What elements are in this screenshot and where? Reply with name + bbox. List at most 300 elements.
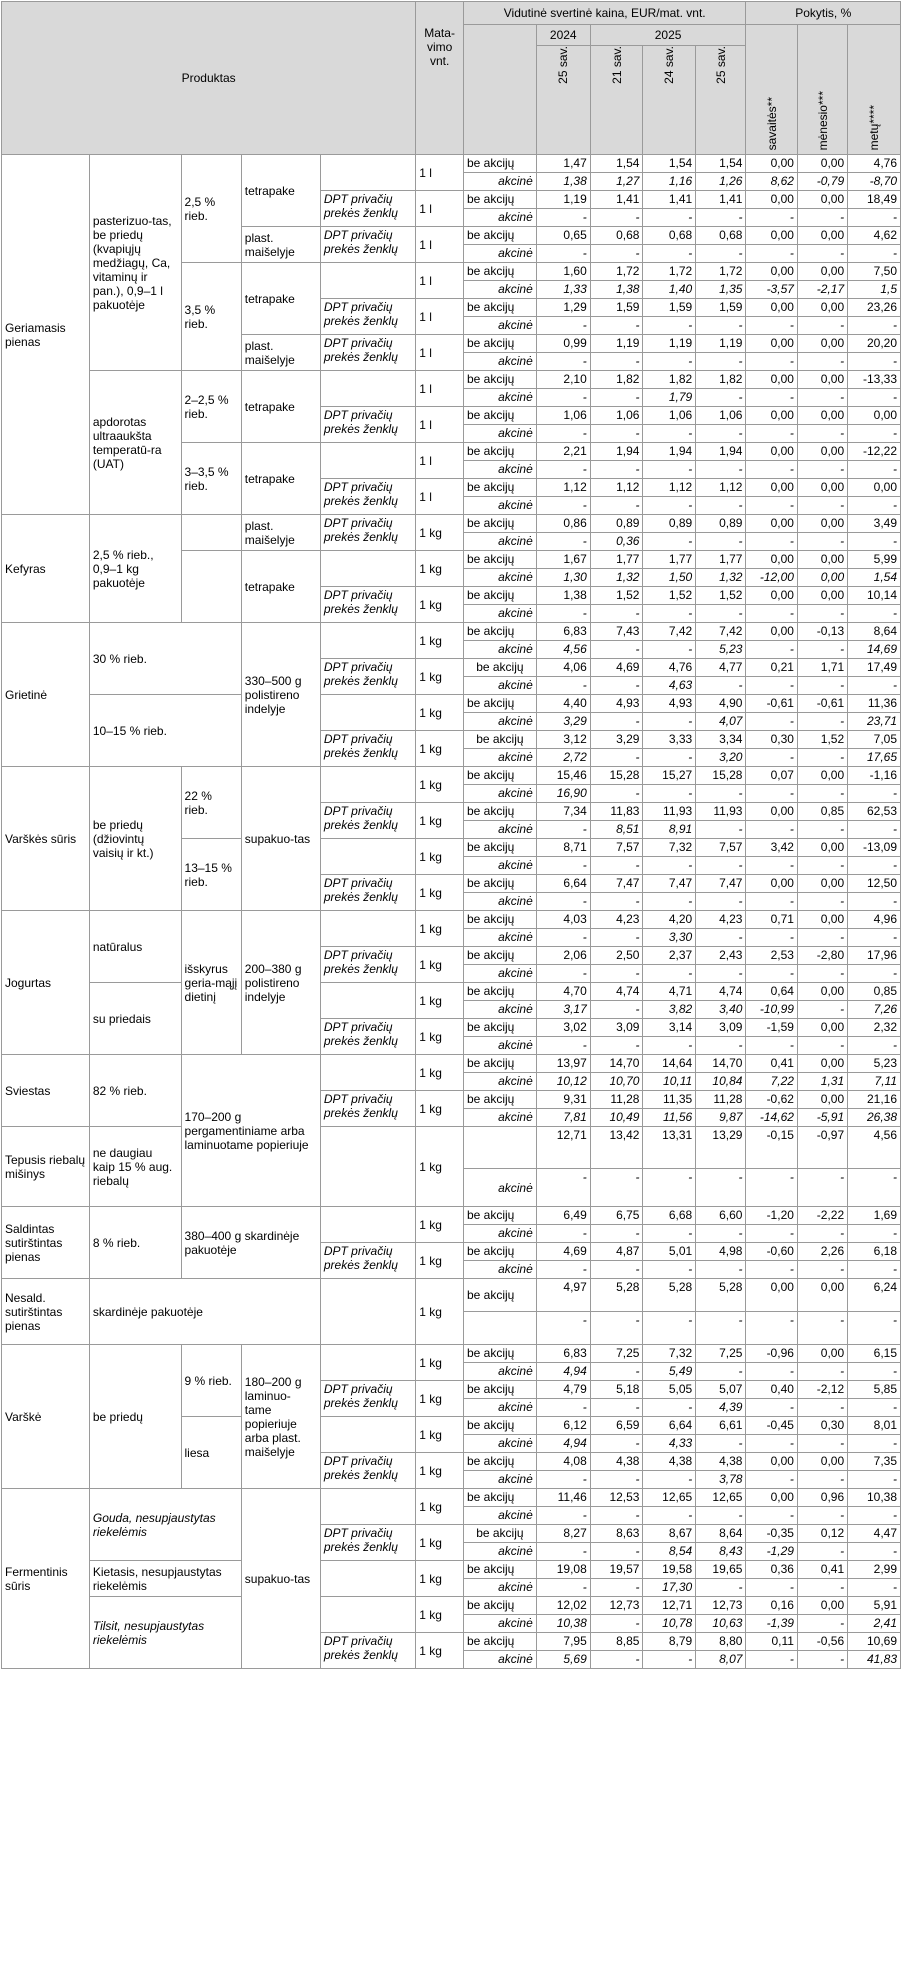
- price-2025-w24: -: [643, 1507, 696, 1525]
- change-year: -12,22: [848, 443, 901, 461]
- change-week: -3,57: [746, 281, 797, 299]
- price-2025-w25: 4,23: [696, 911, 746, 929]
- table-row: [2, 1345, 901, 1363]
- price-type-no-promo: be akcijų: [463, 983, 536, 1001]
- pack-tetra: tetrapake: [241, 443, 320, 515]
- price-2025-w24: 3,82: [643, 1001, 696, 1019]
- change-year: -: [848, 1363, 901, 1381]
- fat-13-15: 13–15 % rieb.: [181, 839, 241, 911]
- change-month: 0,00: [797, 983, 847, 1001]
- change-month: -: [797, 1363, 847, 1381]
- change-week: 3,42: [746, 839, 797, 857]
- price-2025-w21: -: [590, 209, 643, 227]
- price-2025-w24: -: [643, 713, 696, 731]
- price-type-no-promo: be akcijų: [463, 299, 536, 317]
- change-year: 8,64: [848, 623, 901, 641]
- price-2025-w25: -: [696, 1312, 746, 1345]
- price-2025-w24: 1,94: [643, 443, 696, 461]
- price-2024-w25: 15,46: [536, 767, 590, 785]
- price-2025-w25: 0,89: [696, 515, 746, 533]
- price-type-no-promo: be akcijų: [463, 479, 536, 497]
- price-2025-w25: 12,65: [696, 1489, 746, 1507]
- unit-cell: 1 kg: [416, 731, 464, 767]
- desc-uat: apdorotas ultraaukšta temperatū-ra (UAT): [89, 371, 181, 515]
- price-2025-w25: 5,07: [696, 1381, 746, 1399]
- dpt-blank: [320, 155, 415, 191]
- change-month: -: [797, 1507, 847, 1525]
- price-2025-w25: 7,57: [696, 839, 746, 857]
- price-type-promo: akcinė: [463, 1109, 536, 1127]
- table-row: [2, 515, 901, 533]
- change-week: -: [746, 461, 797, 479]
- price-2025-w21: 3,09: [590, 1019, 643, 1037]
- price-2025-w25: -: [696, 1169, 746, 1207]
- change-year: -: [848, 425, 901, 443]
- price-2025-w25: 15,28: [696, 767, 746, 785]
- change-year: -: [848, 353, 901, 371]
- price-type-promo: akcinė: [463, 1651, 536, 1669]
- table-row: [2, 623, 901, 641]
- product-sviestas: Sviestas: [2, 1055, 90, 1127]
- change-month: -2,22: [797, 1207, 847, 1225]
- dpt-label: DPT privačių prekės ženklų: [320, 659, 415, 695]
- price-2025-w25: 2,43: [696, 947, 746, 965]
- change-week: -: [746, 1435, 797, 1453]
- desc-kietasis: Kietasis, nesupjaustytas riekelėmis: [89, 1561, 241, 1597]
- price-2024-w25: 3,02: [536, 1019, 590, 1037]
- price-2025-w25: 1,41: [696, 191, 746, 209]
- change-month: -: [797, 1312, 847, 1345]
- price-2024-w25: 0,86: [536, 515, 590, 533]
- price-type-promo: akcinė: [463, 569, 536, 587]
- dpt-label: DPT privačių prekės ženklų: [320, 335, 415, 371]
- price-2024-w25: -: [536, 245, 590, 263]
- change-week: 0,00: [746, 371, 797, 389]
- change-year: 17,49: [848, 659, 901, 677]
- price-type-promo: akcinė: [463, 245, 536, 263]
- price-2025-w21: 19,57: [590, 1561, 643, 1579]
- price-2025-w24: 2,37: [643, 947, 696, 965]
- change-week: 0,00: [746, 803, 797, 821]
- change-week: -: [746, 1507, 797, 1525]
- price-2025-w21: 7,25: [590, 1345, 643, 1363]
- price-type-promo: akcinė: [463, 497, 536, 515]
- price-2025-w24: -: [643, 1261, 696, 1279]
- change-week: 2,53: [746, 947, 797, 965]
- blank-cell: [181, 551, 241, 623]
- price-2024-w25: -: [536, 605, 590, 623]
- price-2025-w25: 1,19: [696, 335, 746, 353]
- price-2025-w24: 7,42: [643, 623, 696, 641]
- price-type-promo: akcinė: [463, 1543, 536, 1561]
- change-month: 0,00: [797, 1279, 847, 1312]
- table-row: [2, 1207, 901, 1225]
- price-2025-w24: 1,40: [643, 281, 696, 299]
- price-2025-w24: 7,47: [643, 875, 696, 893]
- change-month: 0,00: [797, 299, 847, 317]
- change-week: -: [746, 785, 797, 803]
- price-2025-w24: -: [643, 461, 696, 479]
- price-2025-w25: -: [696, 1579, 746, 1597]
- price-2025-w24: 8,67: [643, 1525, 696, 1543]
- price-2025-w24: 4,38: [643, 1453, 696, 1471]
- change-week: 0,00: [746, 515, 797, 533]
- change-week: 0,40: [746, 1381, 797, 1399]
- change-week: -1,39: [746, 1615, 797, 1633]
- price-2025-w25: -: [696, 965, 746, 983]
- price-type-promo: akcinė: [463, 749, 536, 767]
- price-2025-w25: 10,84: [696, 1073, 746, 1091]
- pack-grietine: 330–500 g polistireno indelyje: [241, 623, 320, 767]
- change-week: 0,11: [746, 1633, 797, 1651]
- change-month: 0,00: [797, 191, 847, 209]
- table-row: [2, 1489, 901, 1507]
- price-2025-w21: 2,50: [590, 947, 643, 965]
- price-2025-w24: 8,91: [643, 821, 696, 839]
- change-month: 0,96: [797, 1489, 847, 1507]
- price-2025-w24: 1,16: [643, 173, 696, 191]
- change-year: -: [848, 605, 901, 623]
- unit-cell: 1 kg: [416, 1561, 464, 1597]
- price-type-promo: akcinė: [463, 1001, 536, 1019]
- fat-22: 22 % rieb.: [181, 767, 241, 839]
- price-2025-w25: -: [696, 1507, 746, 1525]
- price-2024-w25: 4,70: [536, 983, 590, 1001]
- change-week: -: [746, 605, 797, 623]
- pack-plast: plast. maišelyje: [241, 515, 320, 551]
- price-2024-w25: 12,71: [536, 1127, 590, 1169]
- change-week: -: [746, 425, 797, 443]
- price-2025-w25: -: [696, 1435, 746, 1453]
- change-year: 7,11: [848, 1073, 901, 1091]
- change-week: -: [746, 1225, 797, 1243]
- price-type-promo: akcinė: [463, 1399, 536, 1417]
- change-year: 6,15: [848, 1345, 901, 1363]
- product-saldintas: Saldintas sutirštintas pienas: [2, 1207, 90, 1279]
- price-2025-w24: 12,65: [643, 1489, 696, 1507]
- price-2024-w25: 3,29: [536, 713, 590, 731]
- change-year: 4,62: [848, 227, 901, 245]
- change-year: -: [848, 893, 901, 911]
- price-2025-w21: 8,63: [590, 1525, 643, 1543]
- price-2025-w21: 7,47: [590, 875, 643, 893]
- price-2025-w25: 8,07: [696, 1651, 746, 1669]
- price-2025-w24: -: [643, 1651, 696, 1669]
- change-year: 7,50: [848, 263, 901, 281]
- change-month: -0,56: [797, 1633, 847, 1651]
- dpt-blank: [320, 1055, 415, 1091]
- change-year: 4,47: [848, 1525, 901, 1543]
- price-2024-w25: 1,06: [536, 407, 590, 425]
- price-2025-w24: 1,77: [643, 551, 696, 569]
- change-year: 23,26: [848, 299, 901, 317]
- change-year: 10,14: [848, 587, 901, 605]
- change-month: 0,00: [797, 767, 847, 785]
- pack-jogurtas: 200–380 g polistireno indelyje: [241, 911, 320, 1055]
- price-type-promo: akcinė: [463, 641, 536, 659]
- price-2025-w21: 1,12: [590, 479, 643, 497]
- change-month: -: [797, 677, 847, 695]
- price-2025-w21: -: [590, 893, 643, 911]
- price-2024-w25: 2,72: [536, 749, 590, 767]
- price-2025-w25: 1,82: [696, 371, 746, 389]
- price-type-no-promo: be akcijų: [463, 587, 536, 605]
- price-2024-w25: 11,46: [536, 1489, 590, 1507]
- price-2025-w25: 4,77: [696, 659, 746, 677]
- unit-cell: 1 kg: [416, 1279, 464, 1345]
- price-2025-w24: 11,56: [643, 1109, 696, 1127]
- desc-isskyrus: išskyrus geria-mąjį dietinį: [181, 911, 241, 1055]
- unit-cell: 1 kg: [416, 983, 464, 1019]
- price-2025-w21: 12,73: [590, 1597, 643, 1615]
- price-2025-w25: -: [696, 785, 746, 803]
- change-month: 0,00: [797, 911, 847, 929]
- price-type-promo: akcinė: [463, 281, 536, 299]
- product-nesald: Nesald. sutirštintas pienas: [2, 1279, 90, 1345]
- unit-cell: 1 kg: [416, 1019, 464, 1055]
- change-month: -: [797, 929, 847, 947]
- price-2025-w21: 4,69: [590, 659, 643, 677]
- price-2025-w24: 13,31: [643, 1127, 696, 1169]
- change-year: -: [848, 209, 901, 227]
- price-2024-w25: 10,38: [536, 1615, 590, 1633]
- price-2024-w25: 4,97: [536, 1279, 590, 1312]
- price-2025-w25: 8,64: [696, 1525, 746, 1543]
- price-type-promo: akcinė: [463, 353, 536, 371]
- price-2025-w21: 11,28: [590, 1091, 643, 1109]
- price-2025-w25: 4,38: [696, 1453, 746, 1471]
- fat-2-25: 2–2,5 % rieb.: [181, 371, 241, 443]
- change-year: 1,69: [848, 1207, 901, 1225]
- price-2025-w24: -: [643, 245, 696, 263]
- price-2024-w25: 3,17: [536, 1001, 590, 1019]
- price-type-promo: akcinė: [463, 1471, 536, 1489]
- price-2024-w25: 6,83: [536, 623, 590, 641]
- price-2024-w25: 4,94: [536, 1435, 590, 1453]
- price-2025-w21: -: [590, 1651, 643, 1669]
- price-type-promo: akcinė: [463, 1507, 536, 1525]
- dpt-label: DPT privačių prekės ženklų: [320, 587, 415, 623]
- price-2025-w25: 9,87: [696, 1109, 746, 1127]
- change-year: 11,36: [848, 695, 901, 713]
- dpt-label: DPT privačių prekės ženklų: [320, 1525, 415, 1561]
- change-week: -: [746, 1363, 797, 1381]
- dpt-blank: [320, 1489, 415, 1525]
- change-month: 0,41: [797, 1561, 847, 1579]
- change-week: 0,00: [746, 407, 797, 425]
- unit-cell: 1 kg: [416, 1417, 464, 1453]
- change-week: -: [746, 317, 797, 335]
- price-2025-w25: 0,68: [696, 227, 746, 245]
- change-year: -: [848, 1507, 901, 1525]
- change-month: 0,00: [797, 551, 847, 569]
- dpt-label: DPT privačių prekės ženklų: [320, 731, 415, 767]
- price-2024-w25: 4,40: [536, 695, 590, 713]
- product-jogurtas: Jogurtas: [2, 911, 90, 1055]
- change-month: 0,00: [797, 227, 847, 245]
- dpt-label: DPT privačių prekės ženklų: [320, 947, 415, 983]
- price-2025-w21: 7,43: [590, 623, 643, 641]
- price-2025-w25: 11,28: [696, 1091, 746, 1109]
- price-2025-w24: 4,93: [643, 695, 696, 713]
- change-year: 7,35: [848, 1453, 901, 1471]
- price-2025-w21: -: [590, 1399, 643, 1417]
- price-2025-w24: 4,33: [643, 1435, 696, 1453]
- change-year: -: [848, 1312, 901, 1345]
- change-week: -: [746, 857, 797, 875]
- change-month: 0,00: [797, 1597, 847, 1615]
- price-2025-w21: -: [590, 1037, 643, 1055]
- dpt-blank: [320, 1417, 415, 1453]
- change-year: -: [848, 677, 901, 695]
- price-type-no-promo: be akcijų: [463, 731, 536, 749]
- change-year: 5,99: [848, 551, 901, 569]
- change-week: 0,00: [746, 1489, 797, 1507]
- change-week: 0,00: [746, 587, 797, 605]
- unit-cell: 1 l: [416, 299, 464, 335]
- price-2025-w25: -: [696, 209, 746, 227]
- price-2025-w21: 5,18: [590, 1381, 643, 1399]
- header-year-2025: 2025: [590, 25, 746, 46]
- price-type-no-promo: be akcijų: [463, 1243, 536, 1261]
- price-type-no-promo: be akcijų: [463, 695, 536, 713]
- fat-10-15: 10–15 % rieb.: [89, 695, 241, 767]
- unit-cell: 1 kg: [416, 623, 464, 659]
- change-month: -: [797, 497, 847, 515]
- change-month: 0,00: [797, 1345, 847, 1363]
- price-type-promo: akcinė: [463, 1037, 536, 1055]
- header-week-2024-25: 25 sav.: [536, 46, 590, 155]
- price-type-promo: akcinė: [463, 317, 536, 335]
- dpt-blank: [320, 623, 415, 659]
- price-2025-w21: 4,38: [590, 1453, 643, 1471]
- change-year: 5,91: [848, 1597, 901, 1615]
- change-year: 6,18: [848, 1243, 901, 1261]
- price-2024-w25: 1,30: [536, 569, 590, 587]
- dpt-blank: [320, 551, 415, 587]
- price-type-promo: akcinė: [463, 1363, 536, 1381]
- dpt-label: DPT privačių prekės ženklų: [320, 1243, 415, 1279]
- price-2024-w25: 1,60: [536, 263, 590, 281]
- change-week: -1,29: [746, 1543, 797, 1561]
- price-2025-w24: -: [643, 965, 696, 983]
- price-2025-w21: 10,49: [590, 1109, 643, 1127]
- price-2025-w25: -: [696, 317, 746, 335]
- change-week: 0,00: [746, 191, 797, 209]
- price-type-promo: akcinė: [463, 857, 536, 875]
- price-2025-w21: -: [590, 1261, 643, 1279]
- fat-82: 82 % rieb.: [89, 1055, 181, 1127]
- price-2025-w21: 12,53: [590, 1489, 643, 1507]
- price-2024-w25: 1,67: [536, 551, 590, 569]
- dpt-blank: [320, 263, 415, 299]
- price-type-promo: akcinė: [463, 1579, 536, 1597]
- price-2025-w21: -: [590, 353, 643, 371]
- price-2025-w21: 8,85: [590, 1633, 643, 1651]
- price-2025-w24: 17,30: [643, 1579, 696, 1597]
- price-2025-w25: 8,43: [696, 1543, 746, 1561]
- dpt-blank: [320, 1345, 415, 1381]
- unit-cell: 1 l: [416, 191, 464, 227]
- change-week: -: [746, 389, 797, 407]
- header-change-month: mėnesio***: [797, 25, 847, 155]
- price-2025-w24: -: [643, 1312, 696, 1345]
- pack-tetra: tetrapake: [241, 371, 320, 443]
- change-year: 10,69: [848, 1633, 901, 1651]
- unit-cell: 1 l: [416, 227, 464, 263]
- price-2025-w25: 1,94: [696, 443, 746, 461]
- price-2024-w25: 3,12: [536, 731, 590, 749]
- blank-cell: [181, 515, 241, 551]
- change-year: 17,96: [848, 947, 901, 965]
- dpt-blank: [320, 839, 415, 875]
- change-week: -1,20: [746, 1207, 797, 1225]
- price-2025-w25: 7,25: [696, 1345, 746, 1363]
- desc-kefyras: 2,5 % rieb., 0,9–1 kg pakuotėje: [89, 515, 181, 623]
- change-month: 0,12: [797, 1525, 847, 1543]
- price-2024-w25: 4,03: [536, 911, 590, 929]
- unit-cell: 1 kg: [416, 803, 464, 839]
- price-2024-w25: -: [536, 209, 590, 227]
- price-2025-w21: -: [590, 1471, 643, 1489]
- price-2025-w21: 1,32: [590, 569, 643, 587]
- change-week: -0,60: [746, 1243, 797, 1261]
- price-type-no-promo: be akcijų: [463, 767, 536, 785]
- price-2025-w21: 1,82: [590, 371, 643, 389]
- fat-25: 2,5 % rieb.: [181, 155, 241, 263]
- change-month: -: [797, 605, 847, 623]
- price-2025-w25: 6,61: [696, 1417, 746, 1435]
- fat-30: 30 % rieb.: [89, 623, 241, 695]
- desc-be-priedu: be priedų: [89, 1345, 181, 1489]
- change-month: 0,00: [797, 263, 847, 281]
- price-2025-w24: -: [643, 785, 696, 803]
- price-2024-w25: 9,31: [536, 1091, 590, 1109]
- desc-tilsit: Tilsit, nesupjaustytas riekelėmis: [89, 1597, 241, 1669]
- change-week: -: [746, 821, 797, 839]
- change-month: -2,12: [797, 1381, 847, 1399]
- price-2025-w25: -: [696, 389, 746, 407]
- change-month: 0,30: [797, 1417, 847, 1435]
- change-month: -: [797, 389, 847, 407]
- price-2025-w25: 3,34: [696, 731, 746, 749]
- change-year: 10,38: [848, 1489, 901, 1507]
- price-type-no-promo: be akcijų: [463, 1525, 536, 1543]
- price-type-no-promo: be akcijų: [463, 1381, 536, 1399]
- change-week: 0,00: [746, 155, 797, 173]
- price-2024-w25: 4,94: [536, 1363, 590, 1381]
- change-month: 0,00: [797, 371, 847, 389]
- change-year: 18,49: [848, 191, 901, 209]
- price-type-no-promo: be akcijų: [463, 1633, 536, 1651]
- price-type-no-promo: be akcijų: [463, 1055, 536, 1073]
- price-2025-w21: 8,51: [590, 821, 643, 839]
- price-2025-w24: 0,68: [643, 227, 696, 245]
- unit-cell: 1 l: [416, 263, 464, 299]
- price-2025-w24: 5,28: [643, 1279, 696, 1312]
- price-2025-w21: 1,72: [590, 263, 643, 281]
- change-year: -: [848, 1435, 901, 1453]
- price-2024-w25: 6,49: [536, 1207, 590, 1225]
- price-2025-w21: -: [590, 641, 643, 659]
- price-2025-w25: 1,59: [696, 299, 746, 317]
- change-year: -: [848, 245, 901, 263]
- change-year: -: [848, 1037, 901, 1055]
- price-2024-w25: 1,47: [536, 155, 590, 173]
- price-type-no-promo: be akcijų: [463, 551, 536, 569]
- price-2025-w21: -: [590, 245, 643, 263]
- change-month: -: [797, 425, 847, 443]
